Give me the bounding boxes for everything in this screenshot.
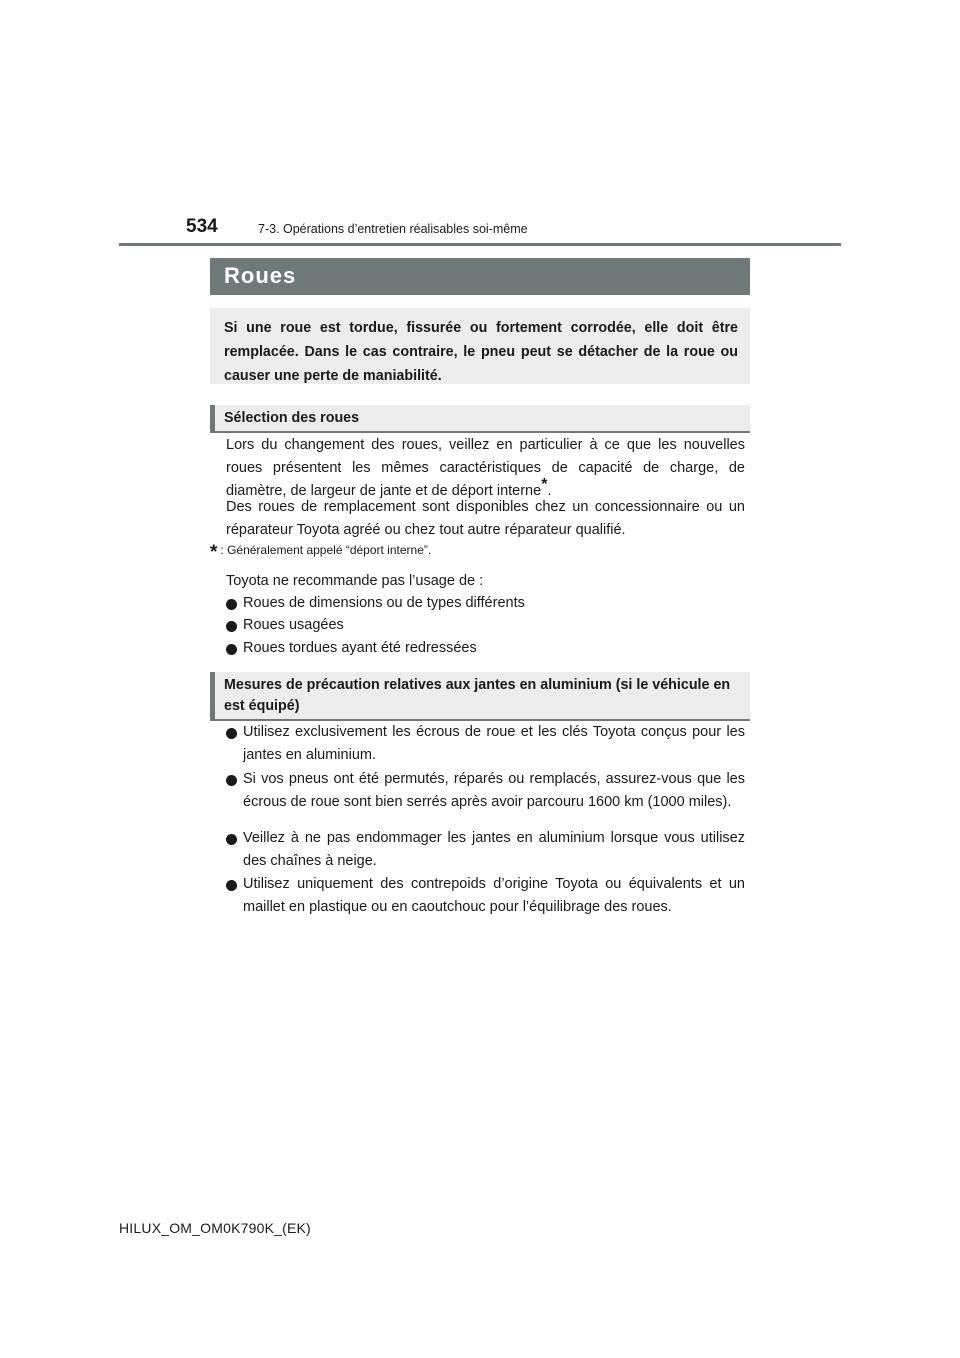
list-item-text: Veillez à ne pas endommager les jantes en aluminium lorsque vous utilisez des chaînes à neige. [243, 830, 745, 869]
list-item [226, 873, 745, 919]
selection-paragraph-2: Des roues de remplacement sont disponibles chez un concessionnaire ou un réparateur Toyota agréé ou chez tout autre réparateur qualifié. [226, 499, 745, 538]
list-item-text: Roues tordues ayant été redressées [243, 640, 477, 656]
selection-paragraph-1 [226, 434, 745, 503]
bullet-icon [226, 644, 237, 655]
bullet-icon [226, 880, 237, 891]
list-item [226, 592, 745, 615]
bullet-icon [226, 728, 237, 739]
footer-document-code: HILUX_OM_OM0K790K_(EK) [119, 1220, 311, 1236]
footnote-marker: * [541, 476, 548, 494]
list-item-text: Utilisez uniquement des contrepoids d’origine Toyota ou équivalents et un maillet en plastique ou en caoutchouc pour l’équilibrage des roues. [243, 876, 745, 915]
list-item [226, 637, 745, 660]
section-breadcrumb: 7-3. Opérations d’entretien réalisables soi-même [258, 222, 528, 236]
footnote-star: * [210, 542, 218, 563]
page-title-bar [210, 258, 750, 295]
list-item [226, 614, 745, 637]
list-item-text: Si vos pneus ont été permutés, réparés ou remplacés, assurez-vous que les écrous de roue sont bien serrés après avoir parcouru 1600 km (1000 miles). [243, 771, 745, 810]
list-item-text: Roues de dimensions ou de types différents [243, 595, 525, 611]
list-item [226, 827, 745, 873]
bullet-icon [226, 621, 237, 632]
intro-text: Si une roue est tordue, fissurée ou fortement corrodée, elle doit être remplacée. Dans le cas contraire, le pneu peut se détacher de la roue ou causer une perte de maniabilité. [224, 320, 738, 384]
bullet-icon [226, 599, 237, 610]
selection-paragraph-1-text: Lors du changement des roues, veillez en particulier à ce que les nouvelles roues présentent les mêmes caractéristiques de capacité de charge, de diamètre, de largeur de jante et de déport interne [226, 437, 745, 499]
footnote-text: : Généralement appelé “déport interne”. [220, 543, 432, 557]
bullet-icon [226, 834, 237, 845]
intro-box [210, 308, 750, 384]
section-heading-selection: Sélection des roues [210, 405, 750, 433]
list-item [226, 721, 745, 767]
not-recommended-intro: Toyota ne recommande pas l’usage de : [226, 573, 484, 589]
page-number: 534 [186, 216, 218, 237]
section-heading-precautions: Mesures de précaution relatives aux jantes en aluminium (si le véhicule en est équipé) [210, 672, 750, 721]
list-item-text: Utilisez exclusivement les écrous de roue et les clés Toyota conçus pour les jantes en aluminium. [243, 724, 745, 763]
list-item-text: Roues usagées [243, 617, 344, 633]
list-item [226, 768, 745, 814]
page-title: Roues [224, 263, 297, 288]
bullet-icon [226, 775, 237, 786]
header-divider [119, 243, 841, 246]
selection-paragraph-1-period: . [547, 483, 552, 499]
footnote [210, 542, 431, 564]
